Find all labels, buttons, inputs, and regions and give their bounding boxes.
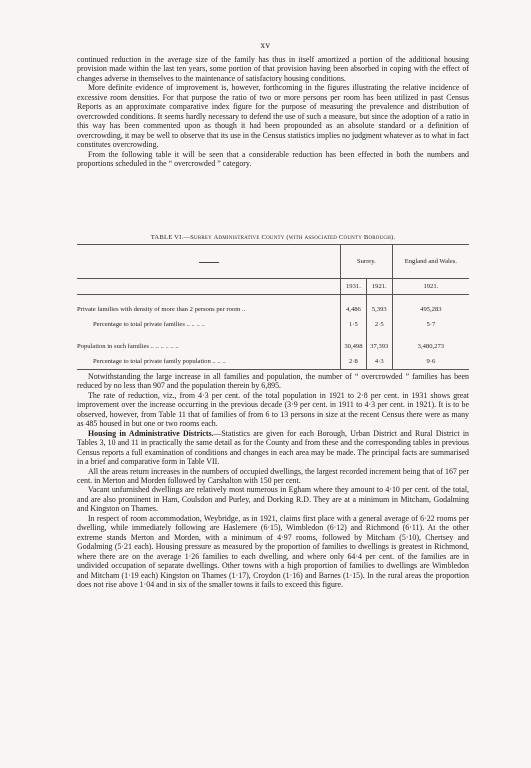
header-year: 1921. bbox=[392, 279, 469, 295]
cell-surrey-1921: 2·5 bbox=[366, 317, 392, 332]
table-title-prefix: TABLE VI.— bbox=[150, 234, 191, 241]
header-surrey: Surrey. bbox=[341, 245, 393, 279]
header-england-wales: England and Wales. bbox=[392, 245, 469, 279]
overcrowding-table bbox=[77, 244, 469, 370]
header-year: 1921. bbox=[366, 279, 392, 295]
paragraph: In respect of room accommodation, Weybridge, as in 1921, claims first place with a general average of 6·22 rooms per dwelling, while immediately following are Haslemere (6·15), Wimbledon (6·12) and Richmond (6·11). At the other extreme stands Merton and Morden, with a minimum of 4·97 rooms, followed by Mitcham (5·10), Chertsey and Godalming (5·21 each). Housing pressure as measured by the proportion of families to dwellings is greatest in Richmond, where there are on the average 1·26 families to each dwelling, and where only 64·4 per cent. of the families are in undivided occupation of separate dwellings. Other towns with a high proportion of families to dwellings are Wimbledon and Mitcham (1·19 each) Kingston on Thames (1·17), Croydon (1·16) and Barnes (1·15). In the rural areas the proportion does not rise above 1·04 and in six of the smaller towns it fails to exceed this figure. bbox=[77, 513, 469, 589]
cell-england-1921: 3,480,273 bbox=[392, 339, 469, 354]
paragraph: The rate of reduction, viz., from 4·3 per cent. of the total population in 1921 to 2·8 per cent. in 1931 shows great improvement over the increase occurring in the previous decade (3·9 per cent. in 1911 to 4·3 per cent. in 1921). It is to be observed, however, from Table 11 that of families of from 6 to 13 persons in size at the recent Census there were as many as 485 housed in but one or two rooms each. bbox=[77, 390, 469, 429]
table-title-main: Surrey Administrative County (with associated County Borough). bbox=[190, 234, 396, 241]
table-title bbox=[77, 234, 469, 241]
cell-surrey-1921: 4·3 bbox=[366, 354, 392, 370]
cell-surrey-1921: 37,393 bbox=[366, 339, 392, 354]
table-row: Private families with density of more than 2 persons per room .. 4,486 5,393 495,283 bbox=[77, 302, 469, 317]
row-label: Private families with density of more than 2 persons per room bbox=[77, 306, 241, 313]
table-row: Population in such families .. .. .. .. .. .. 30,498 37,393 3,480,273 bbox=[77, 339, 469, 354]
page-number: xv bbox=[260, 40, 271, 50]
table-row: Percentage to total private family population .. .. .. 2·8 4·3 9·6 bbox=[77, 354, 469, 370]
paragraph: Housing in Administrative Districts.—Statistics are given for each Borough, Urban District and Rural District in Tables 3, 10 and 11 in practically the same detail as for the County and from these and the corresponding tables in previous Census reports a full examination of conditions and changes in each area may be made. The principal facts are summarised in a brief and comparative form in Table VII. bbox=[77, 428, 469, 467]
row-label: Population in such families bbox=[77, 343, 149, 350]
stub-header bbox=[77, 245, 341, 279]
paragraph: All the areas return increases in the numbers of occupied dwellings, the largest recorded increment being that of 167 per cent. in Merton and Morden followed by Carshalton with 150 per cent. bbox=[77, 466, 469, 485]
paragraph: From the following table it will be seen that a considerable reduction has been effected in both the numbers and proportions scheduled in the “ overcrowded ” category. bbox=[77, 149, 469, 168]
cell-surrey-1921: 5,393 bbox=[366, 302, 392, 317]
discussion-text bbox=[77, 372, 469, 589]
paragraph: More definite evidence of improvement is, however, forthcoming in the figures illustrating the relative incidence of excessive room densities. For that purpose the ratio of two or more persons per room has been utilized in past Census Reports as an approximate comparative index figure for the purpose of measuring the prevalence and distribution of overcrowded conditions. It seems hardly necessary to defend the use of such a measure, but since the adoption of a ratio in this way has been commented upon as though it had been propounded as an absolute standard or a definition of overcrowding, it may be well to observe that its use in the Census statistics implies no judgment whatever as to what in fact constitutes overcrowding. bbox=[77, 83, 469, 150]
paragraph: Notwithstanding the large increase in all families and population, the number of “ overcrowded ” families has been reduced by no less than 907 and the population therein by 6,895. bbox=[77, 372, 469, 391]
cell-surrey-1931: 2·8 bbox=[341, 354, 367, 370]
paragraph: Vacant unfurnished dwellings are relatively most numerous in Egham where they amount to 4·10 per cent. of the total, and are also prominent in Ham, Coulsdon and Purley, and Dorking R.D. They are at a minimum in Mitcham, Godalming and Kingston on Thames. bbox=[77, 485, 469, 514]
section-heading: Housing in Administrative Districts. bbox=[88, 428, 214, 438]
cell-surrey-1931: 1·5 bbox=[341, 317, 367, 332]
cell-surrey-1931: 4,486 bbox=[341, 302, 367, 317]
cell-england-1921: 5·7 bbox=[392, 317, 469, 332]
row-label: Percentage to total private family population bbox=[93, 358, 211, 365]
paragraph: continued reduction in the average size of the family has thus in itself amortized a portion of the additional housing provision made within the last ten years, some portion of that provision having been absorbed in coping with the effect of changes adverse in themselves to the maintenance of satisfactory housing conditions. bbox=[77, 55, 469, 83]
header-year: 1931. bbox=[341, 279, 367, 295]
row-label: Percentage to total private families bbox=[93, 321, 185, 328]
table-row: Percentage to total private families .. .. .. .. 1·5 2·5 5·7 bbox=[77, 317, 469, 332]
cell-surrey-1931: 30,498 bbox=[341, 339, 367, 354]
cell-england-1921: 495,283 bbox=[392, 302, 469, 317]
stub-dash bbox=[199, 262, 219, 263]
intro-text bbox=[77, 55, 469, 168]
cell-england-1921: 9·6 bbox=[392, 354, 469, 370]
